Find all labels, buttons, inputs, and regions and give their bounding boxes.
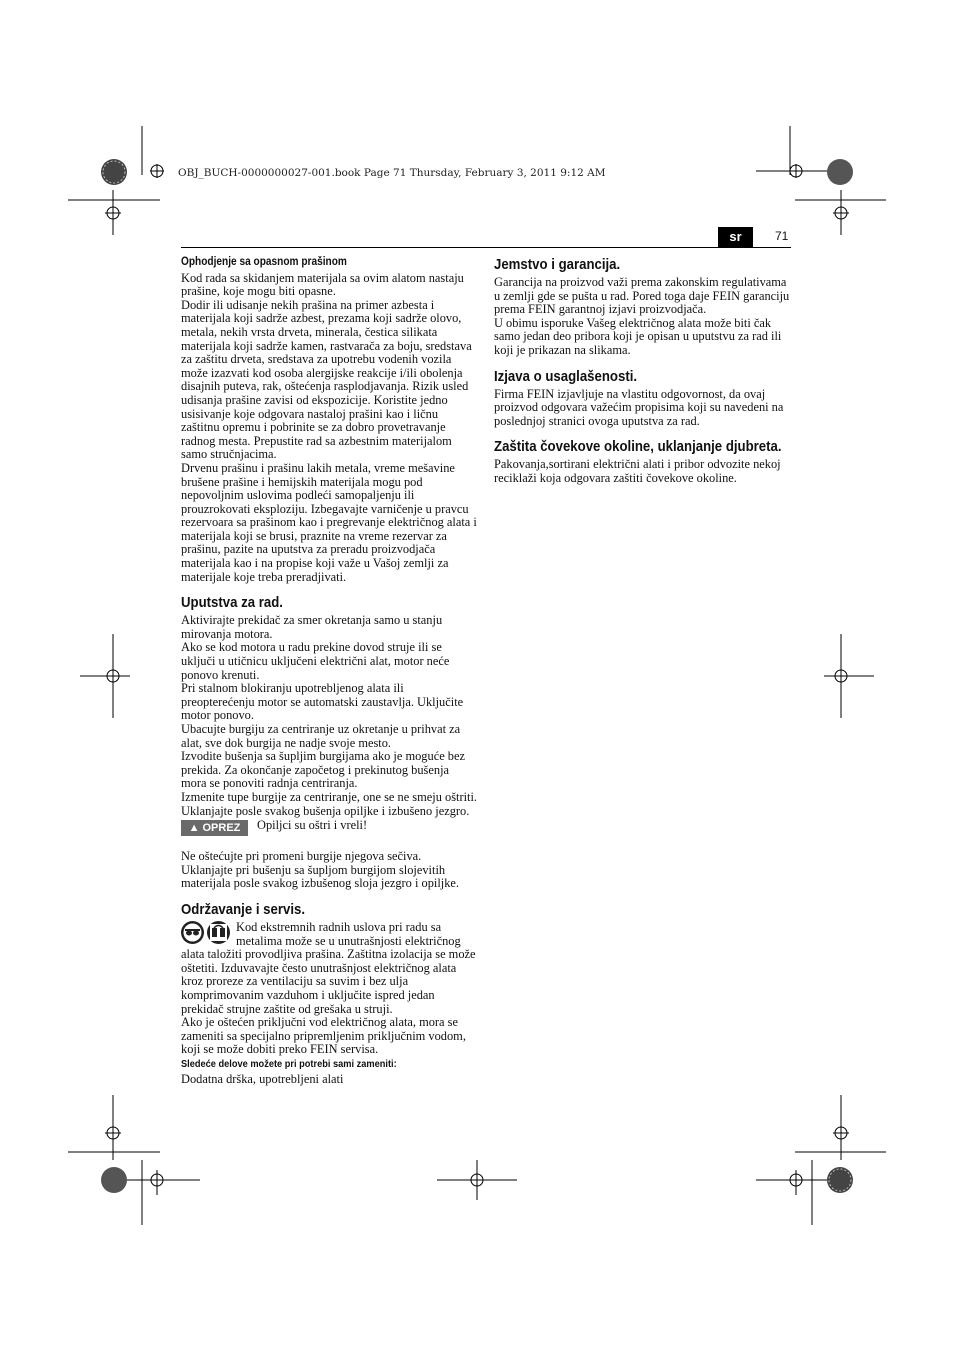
warranty-paragraph-1: Garancija na proizvod važi prema zakonskim regulativama u zemlji gde se pušta u rad. Pored toga daje FEIN garanciju prema FEIN garantnoj izjavi proizvodjača. [494, 275, 790, 317]
header-rule [181, 247, 791, 248]
operation-paragraph-8: Ne oštećujte pri promeni burgije njegova sečiva. [181, 849, 422, 864]
operation-paragraph-3: Pri stalnom blokiranju upotrebljenog alata ili preopterećenju motor se automatski zaustavlja. Uključite motor ponovo. [181, 681, 464, 723]
maintenance-heading: Održavanje i servis. [181, 900, 306, 918]
hearing-protection-icon [207, 921, 230, 944]
warning-badge [181, 820, 248, 836]
safety-icons [181, 921, 233, 947]
operation-paragraph-2: Ako se kod motora u radu prekine dovod struje ili se uključi u utičnicu uključeni električni alat, motor neće ponovo krenuti. [181, 640, 450, 682]
page-number: 71 [775, 229, 789, 243]
dust-paragraph-1: Kod rada sa skidanjem materijala sa ovim alatom nastaju prašine, koje mogu biti opasne. [181, 270, 464, 299]
operation-paragraph-5: Izvodite bušenja sa šupljim burgijama ako je moguće bez prekida. Za okončanje započetog i prekinutog bušenja mora se ponoviti radnja centriranja. [181, 749, 465, 791]
operation-heading: Uputstva za rad. [181, 594, 283, 612]
eye-protection-icon [181, 921, 204, 944]
parts-list: Dodatna drška, upotrebljeni alati [181, 1072, 344, 1087]
warning-text: Opiljci su oštri i vreli! [257, 818, 368, 833]
book-header-line: OBJ_BUCH-0000000027-001.book Page 71 Thursday, February 3, 2011 9:12 AM [178, 167, 606, 179]
left-column [181, 256, 477, 1087]
maintenance-paragraph-2: Ako je oštećen priključni vod električnog alata, mora se zameniti sa specijalno pripremljenim priključnim vodom, koji se može dobiti preko FEIN servisa. [181, 1015, 466, 1057]
dust-paragraph-2: Dodir ili udisanje nekih prašina na primer azbesta i materijala koji sadrže azbest, prezama koji sadrže olovo, metala, nekih vrsta drveta, minerala, čestica silikata materijala koji sadrže kamen, rastvarača za boju, sredstava za zaštitu drveta, sredstava za upotrebu vodenih vozila može izazvati kod osoba alergijske reakcije i/ili obolenja disajnih puteva, rak, oštećenja rasplodjavanja. Rizik usled udisanja prašine zavisi od ekspozicije. Koristite jedno usisivanje koje odgovara nastaloj prašini kao i ličnu zaštitnu opremu i pobrinite se za dobro provetravanje radnog mesta. Prepustite rad sa azbestnim materijalom samo stručnjacima. [181, 297, 472, 462]
warranty-heading: Jemstvo i garancija. [494, 256, 621, 273]
warning-row [181, 819, 477, 836]
warranty-paragraph-2: U obimu isporuke Vašeg električnog alata može biti čak samo jedan deo pribora koji je opisan u uputstvu za rad ili koji je prikazan na slikama. [494, 315, 782, 357]
warning-triangle-icon: ▲ [188, 822, 200, 835]
environment-paragraph: Pakovanja,sortirani električni alati i pribor odvozite nekoj reciklaži koja odgovara zaštiti čovekove okoline. [494, 457, 781, 485]
conformity-heading: Izjava o usaglašenosti. [494, 367, 638, 385]
operation-paragraph-1: Aktivirajte prekidač za smer okretanja samo u stanju mirovanja motora. [181, 613, 443, 641]
operation-paragraph-4: Ubacujte burgiju za centriranje uz okretanje u prihvat za alat, sve dok burgija ne nadje svoje mesto. [181, 722, 461, 750]
dust-heading: Ophodjenje sa opasnom prašinom [181, 256, 347, 268]
operation-paragraph-7: Uklanjajte posle svakog bušenja opiljke i izbušeno jezgro. [181, 803, 470, 818]
maintenance-paragraph-1: Kod ekstremnih radnih uslova pri radu sa metalima može se u unutrašnjosti električnog alata taložiti provodljiva prašina. Zaštitna izolacija se može oštetiti. Izduvavajte često unutrašnjost električnog alata kroz proreze za ventilaciju sa suvim i bez ulja komprimovanim vazduhom i uključite ispred jedan prekidač strujne zaštite od grešaka u struji. [181, 919, 476, 1016]
dust-paragraph-3: Drvenu prašinu i prašinu lakih metala, vreme mešavine brušene prašine i hemijskih materijala mogu pod nepovoljnim uslovima podleći samopaljenju ili prouzrokovati eksploziju. Izbegavajte varničenje u pravcu rezervoara sa prašinom kao i pregrevanje električnog alata i materijala koji se brusi, praznite na vreme rezervar za prašinu, pazite na uputstva za preradu proizvodjača materijala kao i na propise koji važe u Vašoj zemlji za materijale koje treba preradjivati. [181, 460, 477, 584]
language-tab: sr [718, 227, 753, 247]
operation-paragraph-9: Uklanjajte pri bušenju sa šupljom burgijom slojevitih materijala posle svakog izbušenog sloja jezgro i opiljke. [181, 862, 460, 891]
parts-heading: Sledeće delove možete pri potrebi sami zameniti: [181, 1057, 397, 1070]
environment-heading: Zaštita čovekove okoline, uklanjanje djubreta. [494, 438, 782, 456]
right-column [494, 256, 790, 486]
operation-paragraph-6: Izmenite tupe burgije za centriranje, one se ne smeju oštriti. [181, 789, 478, 804]
warning-label: OPREZ [202, 822, 241, 835]
conformity-paragraph: Firma FEIN izjavljuje na vlastitu odgovornost, da ovaj proizvod odgovara važećim propisima koji su navedeni na poslednjoj stranici ovoga uputstva za rad. [494, 386, 784, 428]
